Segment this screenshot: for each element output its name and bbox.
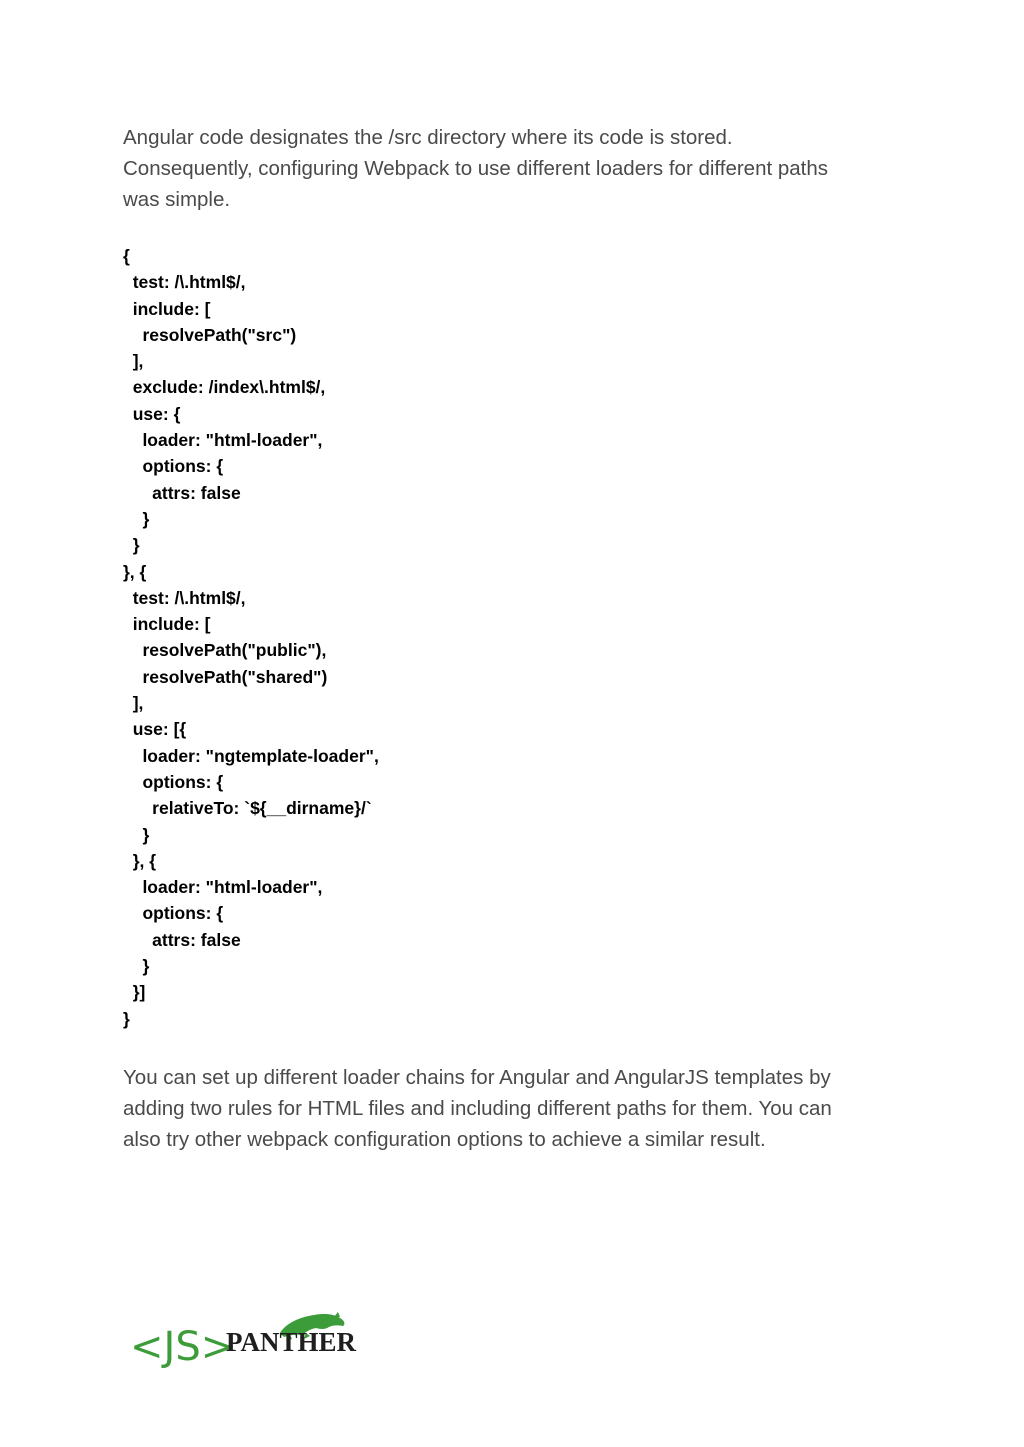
code-line: loader: "html-loader", — [123, 877, 323, 898]
code-line: exclude: /index\.html$/, — [123, 377, 326, 398]
code-line: } — [123, 956, 150, 977]
code-line: test: /\.html$/, — [123, 272, 246, 293]
outro-paragraph — [123, 1062, 903, 1155]
jspanther-logo — [130, 1305, 360, 1377]
intro-line: was simple. — [123, 188, 231, 211]
code-line: }] — [123, 982, 146, 1003]
code-line: attrs: false — [123, 929, 241, 950]
code-line: include: [ — [123, 614, 211, 635]
code-line: } — [123, 535, 140, 556]
outro-line: You can set up different loader chains for Angular and AngularJS templates by — [123, 1066, 831, 1089]
outro-line: adding two rules for HTML files and including different paths for them. You can — [123, 1097, 832, 1120]
code-line: } — [123, 824, 150, 845]
logo-brand-text: PANTHER — [226, 1327, 357, 1357]
code-line: options: { — [123, 903, 224, 924]
code-line: loader: "html-loader", — [123, 430, 323, 451]
code-line: }, { — [123, 561, 147, 582]
intro-paragraph — [123, 122, 903, 215]
outro-line: also try other webpack configuration options to achieve a similar result. — [123, 1128, 766, 1151]
code-line: test: /\.html$/, — [123, 587, 246, 608]
code-line: options: { — [123, 771, 224, 792]
code-line: { — [123, 246, 130, 266]
intro-line: Consequently, configuring Webpack to use different loaders for different paths — [123, 157, 829, 180]
code-block — [123, 243, 379, 1032]
code-line: resolvePath("shared") — [123, 666, 328, 687]
code-line: ], — [123, 351, 144, 372]
code-line: }, { — [123, 850, 157, 871]
logo-graphic — [130, 1305, 360, 1377]
code-line: include: [ — [123, 298, 211, 319]
intro-line: Angular code designates the /src directory where its code is stored. — [123, 126, 733, 149]
code-line: } — [123, 508, 150, 529]
code-line: attrs: false — [123, 482, 241, 503]
code-line: options: { — [123, 456, 224, 477]
code-line: ], — [123, 693, 144, 714]
code-line: use: { — [123, 403, 181, 424]
code-line: loader: "ngtemplate-loader", — [123, 745, 379, 766]
code-line: resolvePath("public"), — [123, 640, 327, 661]
logo-js-text: <JS> — [130, 1324, 235, 1370]
code-line: relativeTo: `${__dirname}/` — [123, 798, 372, 819]
code-line: use: [{ — [123, 719, 187, 740]
code-line: resolvePath("src") — [123, 324, 297, 345]
code-line: } — [123, 1008, 130, 1029]
